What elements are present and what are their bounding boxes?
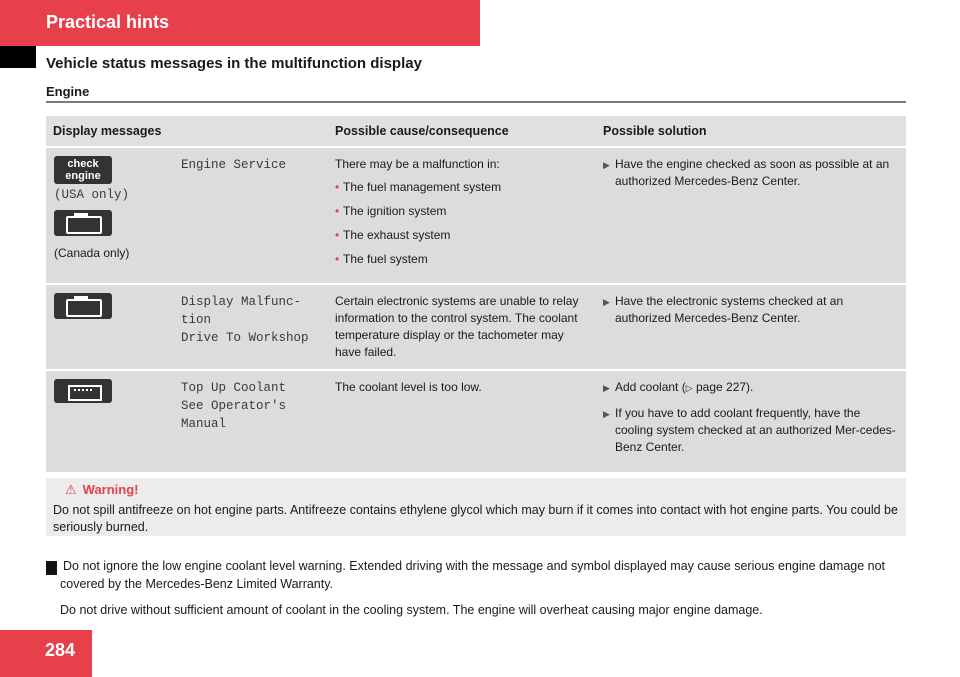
display-message-cell xyxy=(174,284,328,370)
notice-text: Do not ignore the low engine coolant level warning. Extended driving with the message and symbol displayed may cause serious engine damage not covered by the Mercedes-Benz Limited Warranty. xyxy=(60,559,886,591)
display-message-line: Top Up Coolant xyxy=(181,381,287,395)
display-message-line: Manual xyxy=(181,417,227,431)
warning-title: Warning! xyxy=(82,482,139,497)
engine-icon xyxy=(54,293,112,319)
display-message-line: See Operator's xyxy=(181,399,287,413)
display-message-cell xyxy=(174,370,328,473)
symbol-cell xyxy=(46,147,174,284)
symbol-cell xyxy=(46,284,174,370)
display-message-cell xyxy=(174,147,328,284)
display-message: Engine Service xyxy=(181,158,287,172)
notice-block xyxy=(42,557,906,619)
table-header-row xyxy=(46,116,906,147)
chapter-title: Practical hints xyxy=(46,12,170,32)
page-reference[interactable]: page 227). xyxy=(695,380,754,394)
engine-icon xyxy=(54,210,112,236)
list-item: ▶ If you have to add coolant frequently, have the cooling system checked at an authorized Mer-cedes-Benz Center. xyxy=(603,405,899,456)
solution-cell xyxy=(596,284,906,370)
warning-box xyxy=(46,478,906,536)
column-header-cause: Possible cause/consequence xyxy=(328,116,596,147)
page-title: Vehicle status messages in the multifunction display xyxy=(46,55,422,72)
check-engine-icon: check engine xyxy=(54,156,112,184)
chapter-tab xyxy=(0,0,480,46)
list-item xyxy=(603,379,899,397)
usa-only-label: (USA only) xyxy=(54,188,130,202)
list-item: ▶ Have the electronic systems checked at an authorized Mercedes-Benz Center. xyxy=(603,293,899,327)
table-row xyxy=(46,370,906,473)
solution-cell xyxy=(596,147,906,284)
warning-text: Do not spill antifreeze on hot engine parts. Antifreeze contains ethylene glycol which may burn if it comes into contact with hot engine parts. You could be seriously burned. xyxy=(53,503,898,534)
page-number-tab xyxy=(0,630,92,677)
solution-cell xyxy=(596,370,906,473)
cause-intro: There may be a malfunction in: xyxy=(335,157,500,171)
display-message-line: tion xyxy=(181,313,212,327)
status-messages-table xyxy=(46,116,906,474)
notice-icon: ! xyxy=(46,561,57,575)
cause-list xyxy=(335,179,589,268)
page-number: 284 xyxy=(45,640,76,660)
list-item: • The fuel management system xyxy=(335,179,589,196)
notice-paragraph xyxy=(42,557,906,593)
table-row xyxy=(46,147,906,284)
notice-paragraph: Do not drive without sufficient amount of coolant in the cooling system. The engine will overheat causing major engine damage. xyxy=(60,603,763,617)
cause-cell: The coolant level is too low. xyxy=(328,370,596,473)
list-item: • The ignition system xyxy=(335,203,589,220)
list-item: ▶ Have the engine checked as soon as possible at an authorized Mercedes-Benz Center. xyxy=(603,156,899,190)
solution-list xyxy=(603,156,899,190)
solution-list xyxy=(603,293,899,327)
warning-heading xyxy=(65,482,899,498)
list-item: • The exhaust system xyxy=(335,227,589,244)
cause-cell xyxy=(328,147,596,284)
header-marker xyxy=(0,46,36,68)
coolant-icon xyxy=(54,379,112,403)
column-header-display: Display messages xyxy=(46,116,328,147)
symbol-cell xyxy=(46,370,174,473)
canada-only-label: (Canada only) xyxy=(54,246,130,260)
cause-cell: Certain electronic systems are unable to relay information to the control system. The coolant temperature display or the tachometer may have failed. xyxy=(328,284,596,370)
display-message-line: Drive To Workshop xyxy=(181,331,309,345)
solution-text: Add coolant ( xyxy=(615,380,686,394)
column-header-solution: Possible solution xyxy=(596,116,906,147)
section-divider xyxy=(46,101,906,103)
display-message-line: Display Malfunc- xyxy=(181,295,302,309)
table-row xyxy=(46,284,906,370)
solution-list xyxy=(603,379,899,456)
warning-triangle-icon: ⚠ xyxy=(65,482,77,497)
page-reference-icon: ▷ xyxy=(685,383,693,393)
list-item: • The fuel system xyxy=(335,251,589,268)
section-title: Engine xyxy=(46,84,90,99)
